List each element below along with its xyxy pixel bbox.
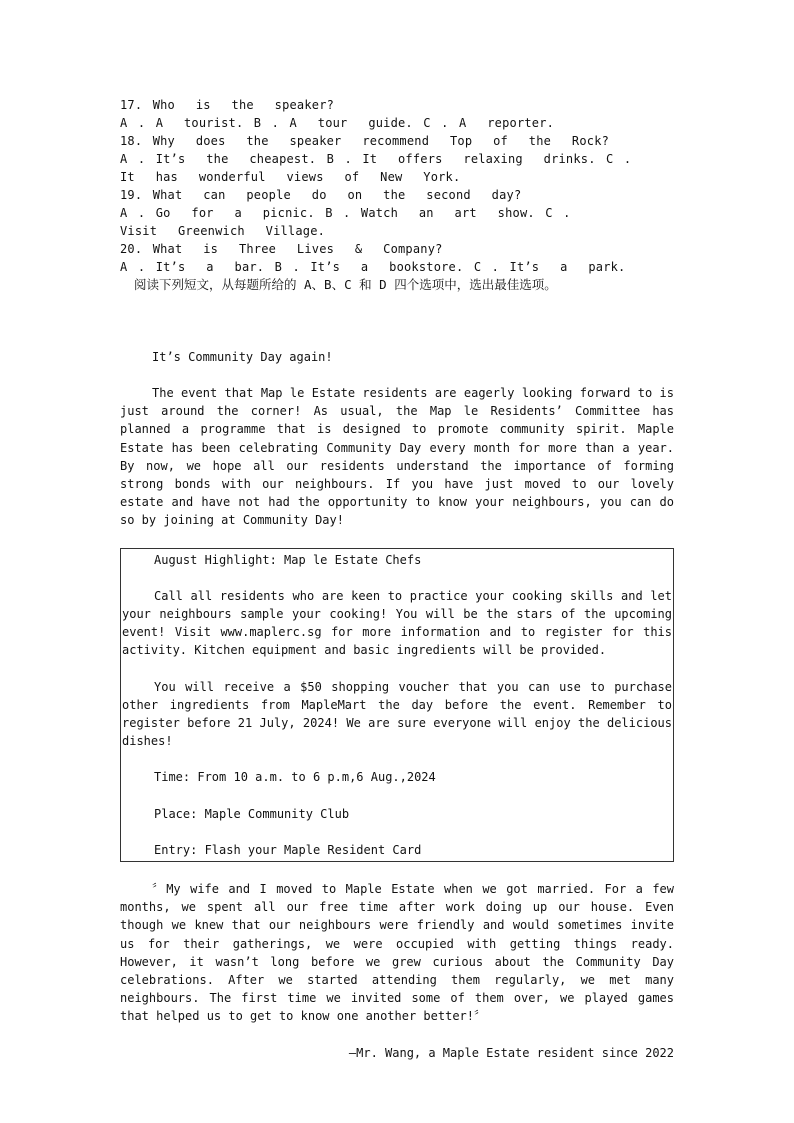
reading-instruction: 阅读下列短文，从每题所给的 A、B、C 和 D 四个选项中，选出最佳选项。 [134, 277, 557, 292]
question-17-options: A . A tourist. B . A tour guide. C . A reporter. [120, 116, 555, 130]
highlight-box [120, 548, 674, 862]
box-place: Place: Maple Community Club [154, 806, 350, 821]
question-19: 19. What can people do on the second day? [120, 188, 522, 202]
box-heading: August Highlight: Map le Estate Chefs [154, 552, 422, 567]
question-20-options: A . It’s a bar. B . It’s a bookstore. C . It’s a park. [120, 260, 626, 274]
listening-questions [120, 96, 674, 276]
question-18: 18. Why does the speaker recommend Top of the Rock? [120, 134, 610, 148]
box-entry: Entry: Flash your Maple Resident Card [154, 842, 422, 857]
box-paragraph-2: You will receive a $50 shopping voucher that you can use to purchase other ingredients from MapleMart the day before the event. Remember to register before 21 July, 2024! We are sure everyone will enjoy the delicious dishes! [122, 679, 672, 749]
question-18-options: A . It’s the cheapest. B . It offers relaxing drinks. C . [120, 152, 632, 166]
document-page [120, 96, 674, 1062]
resident-quote: 〞My wife and I moved to Maple Estate when we got married. For a few months, we spent all our free time after work doing up our house. Even though we knew that our neighbours were friendly and would sometimes invite us for their gatherings, we were occupied with getting things ready. However, it wasn’t long before we grew curious about the Community Day celebrations. After we started attending them regularly, we met many neighbours. The first time we invited some of them over, we played games that helped us to get to know one another better!〞 [120, 882, 674, 1024]
question-17: 17. Who is the speaker? [120, 98, 335, 112]
question-19-options-cont: Visit Greenwich Village. [120, 224, 326, 238]
box-paragraph-1: Call all residents who are keen to practice your cooking skills and let your neighbours sample your cooking! You will be the stars of the upcoming event! Visit www.maplerc.sg for more information and to register for this activity. Kitchen equipment and basic ingredients will be provided. [122, 588, 672, 658]
section-gap [120, 294, 674, 348]
question-19-options: A . Go for a picnic. B . Watch an art show. C . [120, 206, 571, 220]
article-title: It’s Community Day again! [152, 350, 333, 364]
quote-signature: —Mr. Wang, a Maple Estate resident since 2022 [348, 1045, 674, 1060]
question-20: 20. What is Three Lives & Company? [120, 242, 443, 256]
box-time: Time: From 10 a.m. to 6 p.m,6 Aug.,2024 [154, 770, 436, 785]
question-18-options-cont: It has wonderful views of New York. [120, 170, 461, 184]
article-intro: The event that Map le Estate residents are eagerly looking forward to is just around the corner! As usual, the Map le Residents’ Committee has planned a programme that is designed to promote community spirit. Maple Estate has been celebrating Community Day every month for more than a year. By now, we hope all our residents understand the importance of forming strong bonds with our neighbours. If you have just moved to our lovely estate and have not had the opportunity to know your neighbours, you can do so by joining at Community Day! [120, 386, 674, 528]
